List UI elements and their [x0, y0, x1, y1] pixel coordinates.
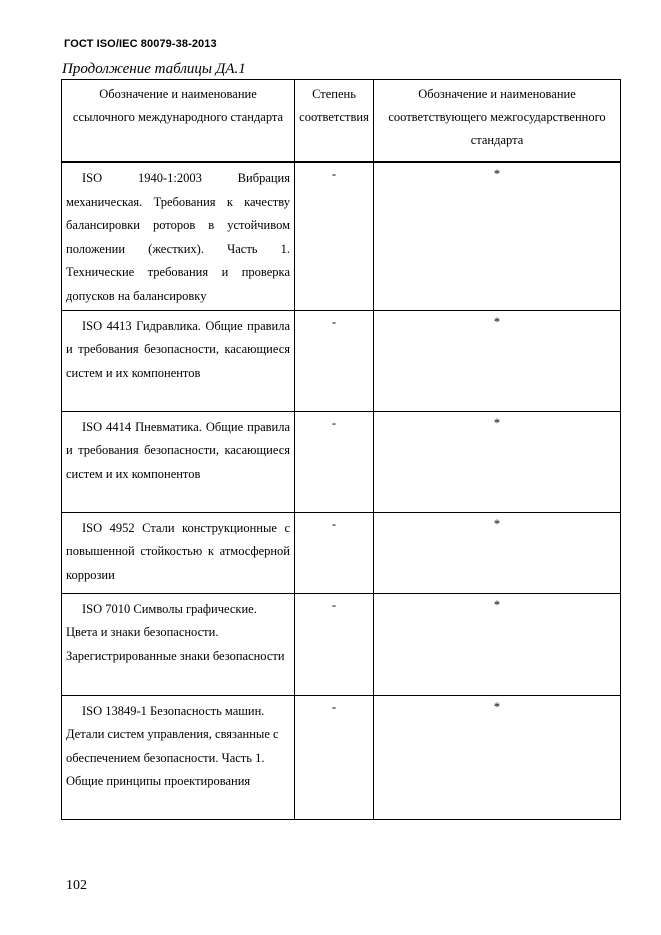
header-international-standard: Обозначение и наименование ссылочного международного стандарта: [62, 80, 295, 163]
cell-standard: [62, 695, 295, 819]
cell-corresponding: *: [374, 695, 621, 819]
header-degree-of-conformity: Степень соответствия: [295, 80, 374, 163]
cell-corresponding: *: [374, 593, 621, 695]
cell-degree: -: [295, 411, 374, 512]
page-number: 102: [66, 878, 87, 893]
cell-corresponding: *: [374, 162, 621, 310]
cell-standard: [62, 310, 295, 411]
standard-text: ISO 4414 Пневматика. Общие правила и требования безопасности, касающиеся систем и их компонентов: [66, 419, 290, 481]
cell-standard: [62, 512, 295, 593]
table-row: [62, 593, 621, 695]
cell-degree: -: [295, 695, 374, 819]
cell-degree: -: [295, 593, 374, 695]
cell-corresponding: *: [374, 310, 621, 411]
standard-text: ISO 4413 Гидравлика. Общие правила и требования безопасности, касающиеся систем и их компонентов: [66, 318, 290, 380]
table-row: [62, 512, 621, 593]
cell-standard: [62, 593, 295, 695]
table-row: [62, 695, 621, 819]
cell-corresponding: *: [374, 411, 621, 512]
standard-text: ISO 7010 Символы графические. Цвета и знаки безопасности. Зарегистрированные знаки безопасности: [66, 601, 285, 663]
table-row: [62, 310, 621, 411]
standard-text: ISO 13849-1 Безопасность машин. Детали систем управления, связанные с обеспечением безопасности. Часть 1. Общие принципы проектирования: [66, 703, 279, 788]
cell-degree: -: [295, 162, 374, 310]
cell-standard: [62, 411, 295, 512]
cell-standard: [62, 162, 295, 310]
document-code: ГОСТ ISO/IEC 80079-38-2013: [64, 38, 217, 50]
header-interstate-standard: Обозначение и наименование соответствующего межгосударственного стандарта: [374, 80, 621, 163]
table-caption: Продолжение таблицы ДА.1: [62, 61, 246, 77]
table-row: [62, 162, 621, 310]
standard-text: ISO 1940-1:2003 Вибрация механическая. Требования к качеству балансировки роторов в устойчивом положении (жестких). Часть 1. Технические требования и проверка допусков на балансировку: [66, 171, 290, 303]
cell-corresponding: *: [374, 512, 621, 593]
standards-table: [61, 79, 621, 820]
table-row: [62, 411, 621, 512]
table-header-row: [62, 80, 621, 163]
cell-degree: -: [295, 512, 374, 593]
cell-degree: -: [295, 310, 374, 411]
standard-text: ISO 4952 Стали конструкционные с повышенной стойкостью к атмосферной коррозии: [66, 520, 290, 582]
